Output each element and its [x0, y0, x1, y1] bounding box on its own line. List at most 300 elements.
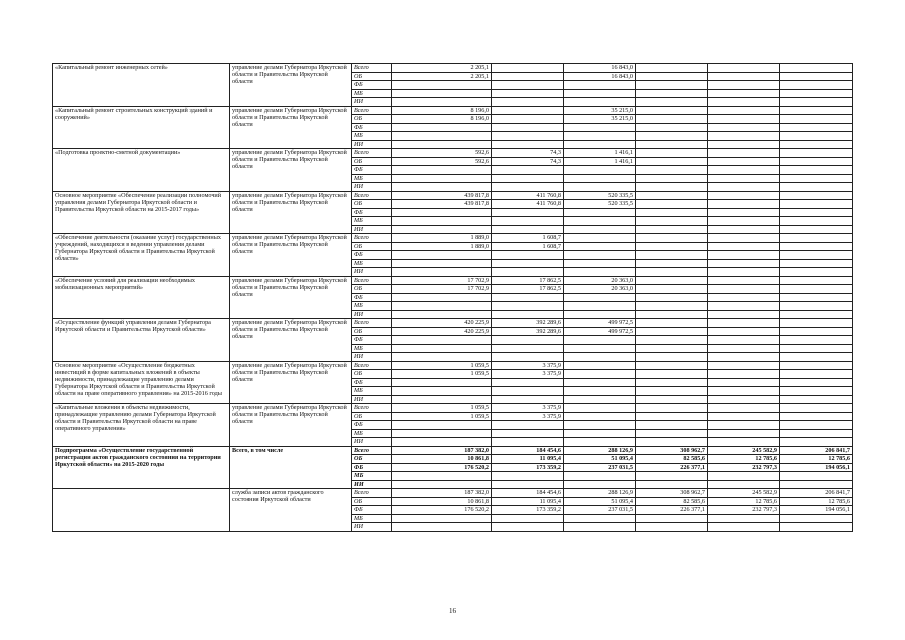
amount-cell — [636, 174, 708, 183]
funding-source: Всего — [352, 319, 392, 328]
amount-cell — [492, 310, 564, 319]
amount-cell — [636, 115, 708, 124]
amount-cell — [392, 217, 492, 226]
amount-cell — [492, 387, 564, 396]
amount-cell: 288 126,9 — [564, 446, 636, 455]
amount-cell — [780, 200, 853, 209]
amount-cell: 12 785,6 — [708, 497, 780, 506]
amount-cell — [392, 166, 492, 175]
amount-cell — [492, 421, 564, 430]
amount-cell — [636, 429, 708, 438]
amount-cell — [492, 183, 564, 192]
amount-cell: 35 215,0 — [564, 115, 636, 124]
amount-cell: 1 608,7 — [492, 234, 564, 243]
amount-cell — [636, 268, 708, 277]
amount-cell: 392 289,6 — [492, 319, 564, 328]
funding-source: ФБ — [352, 463, 392, 472]
amount-cell — [492, 72, 564, 81]
amount-cell — [392, 344, 492, 353]
amount-cell: 74,3 — [492, 157, 564, 166]
amount-cell — [564, 132, 636, 141]
amount-cell: 1 889,0 — [392, 242, 492, 251]
amount-cell — [492, 132, 564, 141]
amount-cell — [780, 225, 853, 234]
funding-source: ИИ — [352, 438, 392, 447]
amount-cell — [636, 191, 708, 200]
amount-cell — [564, 480, 636, 489]
amount-cell — [708, 472, 780, 481]
amount-cell — [708, 480, 780, 489]
table-body — [53, 64, 853, 532]
amount-cell — [780, 404, 853, 413]
amount-cell: 1 059,5 — [392, 370, 492, 379]
executor: управление делами Губернатора Иркутской области и Правительства Иркутской области — [230, 276, 352, 319]
amount-cell — [564, 404, 636, 413]
amount-cell — [492, 395, 564, 404]
amount-cell — [636, 106, 708, 115]
funding-source: ОБ — [352, 285, 392, 294]
amount-cell — [492, 64, 564, 73]
amount-cell — [780, 327, 853, 336]
amount-cell: 3 375,9 — [492, 404, 564, 413]
amount-cell — [564, 208, 636, 217]
amount-cell — [636, 327, 708, 336]
amount-cell — [392, 353, 492, 362]
amount-cell — [780, 259, 853, 268]
amount-cell: 226 377,1 — [636, 506, 708, 515]
amount-cell — [564, 89, 636, 98]
amount-cell — [780, 336, 853, 345]
funding-source: ОБ — [352, 72, 392, 81]
amount-cell — [564, 438, 636, 447]
amount-cell — [392, 225, 492, 234]
amount-cell — [780, 174, 853, 183]
amount-cell — [780, 157, 853, 166]
amount-cell — [708, 336, 780, 345]
amount-cell — [636, 166, 708, 175]
amount-cell — [492, 123, 564, 132]
amount-cell: 592,6 — [392, 157, 492, 166]
funding-source: МБ — [352, 387, 392, 396]
amount-cell — [708, 174, 780, 183]
amount-cell — [564, 387, 636, 396]
amount-cell: 187 382,0 — [392, 446, 492, 455]
amount-cell — [636, 157, 708, 166]
amount-cell: 11 095,4 — [492, 455, 564, 464]
table-row — [53, 149, 853, 158]
amount-cell: 499 972,5 — [564, 319, 636, 328]
funding-source: Всего — [352, 191, 392, 200]
amount-cell — [708, 404, 780, 413]
amount-cell — [780, 480, 853, 489]
amount-cell — [780, 319, 853, 328]
amount-cell — [564, 302, 636, 311]
table-row — [53, 64, 853, 73]
amount-cell — [636, 208, 708, 217]
amount-cell — [708, 89, 780, 98]
amount-cell — [636, 336, 708, 345]
amount-cell — [708, 276, 780, 285]
amount-cell — [636, 98, 708, 107]
table-row — [53, 361, 853, 370]
amount-cell: 184 454,6 — [492, 446, 564, 455]
amount-cell: 20 363,0 — [564, 285, 636, 294]
amount-cell: 3 375,9 — [492, 370, 564, 379]
amount-cell — [392, 438, 492, 447]
amount-cell — [708, 140, 780, 149]
amount-cell: 1 059,5 — [392, 361, 492, 370]
amount-cell — [708, 353, 780, 362]
amount-cell — [492, 81, 564, 90]
amount-cell — [492, 251, 564, 260]
amount-cell — [492, 259, 564, 268]
amount-cell — [392, 183, 492, 192]
amount-cell — [564, 251, 636, 260]
amount-cell — [492, 523, 564, 532]
amount-cell: 184 454,6 — [492, 489, 564, 498]
amount-cell — [708, 217, 780, 226]
funding-source: Всего — [352, 234, 392, 243]
amount-cell — [636, 123, 708, 132]
amount-cell — [564, 523, 636, 532]
amount-cell: 20 363,0 — [564, 276, 636, 285]
executor: управление делами Губернатора Иркутской области и Правительства Иркутской области — [230, 106, 352, 149]
amount-cell: 16 843,0 — [564, 72, 636, 81]
amount-cell — [564, 361, 636, 370]
amount-cell: 1 608,7 — [492, 242, 564, 251]
amount-cell — [780, 514, 853, 523]
funding-source: ОБ — [352, 455, 392, 464]
table-row — [53, 404, 853, 413]
amount-cell: 12 785,6 — [708, 455, 780, 464]
amount-cell — [780, 421, 853, 430]
funding-source: Всего — [352, 489, 392, 498]
amount-cell: 176 520,2 — [392, 506, 492, 515]
amount-cell — [492, 438, 564, 447]
amount-cell: 420 225,9 — [392, 327, 492, 336]
amount-cell — [492, 174, 564, 183]
funding-source: ОБ — [352, 115, 392, 124]
amount-cell — [492, 344, 564, 353]
amount-cell — [708, 285, 780, 294]
amount-cell — [636, 404, 708, 413]
executor: управление делами Губернатора Иркутской области и Правительства Иркутской области — [230, 234, 352, 277]
funding-source: Всего — [352, 404, 392, 413]
amount-cell — [780, 472, 853, 481]
amount-cell — [492, 353, 564, 362]
amount-cell — [780, 98, 853, 107]
amount-cell — [564, 81, 636, 90]
amount-cell: 520 335,5 — [564, 200, 636, 209]
amount-cell — [780, 234, 853, 243]
amount-cell: 232 797,3 — [708, 463, 780, 472]
funding-source: МБ — [352, 132, 392, 141]
amount-cell — [708, 378, 780, 387]
amount-cell — [492, 140, 564, 149]
amount-cell: 232 797,3 — [708, 506, 780, 515]
funding-source: Всего — [352, 64, 392, 73]
amount-cell — [392, 268, 492, 277]
amount-cell — [392, 251, 492, 260]
amount-cell: 17 702,9 — [392, 285, 492, 294]
measure-name: «Обеспечение деятельности (оказание услуг) государственных учреждений, находящихся в ведении управления делами Губернатора Иркутской области и Правительства Иркутской области» — [53, 234, 230, 277]
amount-cell: 82 585,6 — [636, 497, 708, 506]
amount-cell: 1 059,5 — [392, 412, 492, 421]
funding-source: ФБ — [352, 81, 392, 90]
amount-cell: 51 095,4 — [564, 497, 636, 506]
funding-source: ФБ — [352, 208, 392, 217]
amount-cell — [492, 98, 564, 107]
amount-cell — [780, 293, 853, 302]
amount-cell — [564, 174, 636, 183]
executor: Всего, в том числе — [230, 446, 352, 489]
amount-cell — [708, 293, 780, 302]
amount-cell — [780, 523, 853, 532]
amount-cell — [636, 217, 708, 226]
amount-cell: 1 889,0 — [392, 234, 492, 243]
amount-cell: 173 359,2 — [492, 506, 564, 515]
amount-cell — [780, 140, 853, 149]
table-row — [53, 106, 853, 115]
amount-cell — [492, 480, 564, 489]
amount-cell — [708, 225, 780, 234]
amount-cell — [708, 395, 780, 404]
amount-cell — [564, 268, 636, 277]
amount-cell — [780, 344, 853, 353]
measure-name: «Капитальный ремонт инженерных сетей» — [53, 64, 230, 107]
amount-cell: 12 785,6 — [780, 455, 853, 464]
amount-cell — [636, 234, 708, 243]
measure-name: «Осуществление функций управления делами Губернатора Иркутской области и Правительства Иркутской области» — [53, 319, 230, 362]
amount-cell — [708, 438, 780, 447]
funding-source: ОБ — [352, 200, 392, 209]
amount-cell: 499 972,5 — [564, 327, 636, 336]
amount-cell — [708, 242, 780, 251]
amount-cell — [708, 183, 780, 192]
funding-source: ОБ — [352, 157, 392, 166]
amount-cell — [492, 106, 564, 115]
table-row — [53, 191, 853, 200]
amount-cell: 520 335,5 — [564, 191, 636, 200]
amount-cell: 2 205,1 — [392, 64, 492, 73]
amount-cell — [392, 429, 492, 438]
amount-cell — [636, 259, 708, 268]
amount-cell — [636, 81, 708, 90]
funding-source: ОБ — [352, 242, 392, 251]
amount-cell: 16 843,0 — [564, 64, 636, 73]
amount-cell — [636, 149, 708, 158]
amount-cell: 1 416,1 — [564, 149, 636, 158]
amount-cell — [636, 200, 708, 209]
amount-cell — [636, 64, 708, 73]
amount-cell — [636, 344, 708, 353]
funding-source: МБ — [352, 89, 392, 98]
amount-cell: 10 861,8 — [392, 455, 492, 464]
amount-cell — [564, 353, 636, 362]
amount-cell — [392, 140, 492, 149]
amount-cell — [708, 302, 780, 311]
measure-name: Подпрограмма «Осуществление государственной регистрации актов гражданского состояния на территории Иркутской области» на 2015-2020 годы — [53, 446, 230, 489]
measure-name: Основное мероприятие «Осуществление бюджетных инвестиций в форме капитальных вложений в объекты недвижимости, принадлежащие управлению делами Губернатора Иркутской области и Правительства Иркутской области на праве оперативного управления» на 2015-2016 годы — [53, 361, 230, 404]
amount-cell — [780, 115, 853, 124]
amount-cell — [708, 72, 780, 81]
amount-cell — [708, 327, 780, 336]
amount-cell: 11 095,4 — [492, 497, 564, 506]
amount-cell — [708, 200, 780, 209]
funding-source: ФБ — [352, 378, 392, 387]
amount-cell — [780, 370, 853, 379]
amount-cell — [780, 72, 853, 81]
amount-cell — [780, 149, 853, 158]
amount-cell — [564, 217, 636, 226]
amount-cell — [564, 412, 636, 421]
funding-source: ИИ — [352, 225, 392, 234]
funding-source: ОБ — [352, 370, 392, 379]
amount-cell: 420 225,9 — [392, 319, 492, 328]
table-row — [53, 489, 853, 498]
amount-cell — [780, 89, 853, 98]
amount-cell: 288 126,9 — [564, 489, 636, 498]
amount-cell: 226 377,1 — [636, 463, 708, 472]
funding-source: МБ — [352, 344, 392, 353]
amount-cell — [708, 387, 780, 396]
funding-source: ОБ — [352, 327, 392, 336]
amount-cell — [392, 81, 492, 90]
funding-source: ИИ — [352, 480, 392, 489]
amount-cell — [708, 370, 780, 379]
amount-cell — [392, 395, 492, 404]
amount-cell — [392, 523, 492, 532]
amount-cell — [780, 166, 853, 175]
amount-cell — [392, 310, 492, 319]
amount-cell — [564, 123, 636, 132]
amount-cell — [636, 302, 708, 311]
amount-cell — [780, 302, 853, 311]
amount-cell — [708, 412, 780, 421]
executor: управление делами Губернатора Иркутской области и Правительства Иркутской области — [230, 404, 352, 447]
amount-cell — [636, 285, 708, 294]
amount-cell — [708, 106, 780, 115]
amount-cell — [564, 310, 636, 319]
amount-cell — [636, 472, 708, 481]
amount-cell — [708, 259, 780, 268]
amount-cell — [708, 149, 780, 158]
funding-source: МБ — [352, 302, 392, 311]
amount-cell — [708, 81, 780, 90]
amount-cell — [564, 242, 636, 251]
amount-cell — [780, 106, 853, 115]
amount-cell — [636, 276, 708, 285]
amount-cell — [708, 157, 780, 166]
amount-cell — [392, 472, 492, 481]
amount-cell: 17 862,5 — [492, 285, 564, 294]
funding-source: ИИ — [352, 310, 392, 319]
amount-cell — [564, 395, 636, 404]
funding-source: ИИ — [352, 98, 392, 107]
executor: управление делами Губернатора Иркутской области и Правительства Иркутской области — [230, 191, 352, 234]
amount-cell — [564, 336, 636, 345]
amount-cell — [564, 514, 636, 523]
amount-cell — [780, 191, 853, 200]
amount-cell — [492, 268, 564, 277]
amount-cell: 392 289,6 — [492, 327, 564, 336]
amount-cell — [492, 472, 564, 481]
amount-cell — [780, 132, 853, 141]
amount-cell — [564, 378, 636, 387]
amount-cell — [564, 183, 636, 192]
amount-cell — [708, 361, 780, 370]
amount-cell: 194 056,1 — [780, 506, 853, 515]
amount-cell — [492, 89, 564, 98]
amount-cell — [392, 89, 492, 98]
funding-source: Всего — [352, 446, 392, 455]
page-number: 16 — [449, 607, 456, 615]
amount-cell: 245 582,9 — [708, 446, 780, 455]
amount-cell — [392, 123, 492, 132]
amount-cell: 308 962,7 — [636, 489, 708, 498]
amount-cell — [492, 225, 564, 234]
amount-cell — [392, 378, 492, 387]
amount-cell — [392, 174, 492, 183]
amount-cell — [708, 268, 780, 277]
amount-cell: 1 059,5 — [392, 404, 492, 413]
amount-cell: 439 817,8 — [392, 191, 492, 200]
amount-cell — [708, 251, 780, 260]
table-row — [53, 276, 853, 285]
funding-source: ИИ — [352, 183, 392, 192]
amount-cell — [780, 208, 853, 217]
amount-cell — [492, 336, 564, 345]
amount-cell — [636, 438, 708, 447]
amount-cell — [636, 514, 708, 523]
amount-cell — [492, 302, 564, 311]
amount-cell — [780, 395, 853, 404]
amount-cell — [636, 353, 708, 362]
amount-cell — [636, 242, 708, 251]
amount-cell — [636, 72, 708, 81]
amount-cell: 74,3 — [492, 149, 564, 158]
amount-cell — [780, 268, 853, 277]
amount-cell — [708, 123, 780, 132]
amount-cell — [564, 293, 636, 302]
amount-cell — [636, 361, 708, 370]
measure-name: «Обеспечение условий для реализации необходимых мобилизационных мероприятий» — [53, 276, 230, 319]
amount-cell — [392, 480, 492, 489]
amount-cell: 187 382,0 — [392, 489, 492, 498]
amount-cell — [708, 319, 780, 328]
funding-source: ИИ — [352, 268, 392, 277]
amount-cell — [564, 344, 636, 353]
amount-cell: 237 031,5 — [564, 506, 636, 515]
amount-cell — [564, 429, 636, 438]
amount-cell — [708, 98, 780, 107]
amount-cell — [636, 387, 708, 396]
funding-source: МБ — [352, 514, 392, 523]
table-row — [53, 234, 853, 243]
amount-cell: 439 817,8 — [392, 200, 492, 209]
amount-cell: 8 196,0 — [392, 115, 492, 124]
funding-source: ИИ — [352, 395, 392, 404]
amount-cell: 35 215,0 — [564, 106, 636, 115]
amount-cell — [564, 472, 636, 481]
amount-cell: 82 585,6 — [636, 455, 708, 464]
amount-cell — [392, 208, 492, 217]
amount-cell: 12 785,6 — [780, 497, 853, 506]
amount-cell — [708, 191, 780, 200]
amount-cell — [636, 421, 708, 430]
amount-cell — [708, 132, 780, 141]
amount-cell — [392, 387, 492, 396]
